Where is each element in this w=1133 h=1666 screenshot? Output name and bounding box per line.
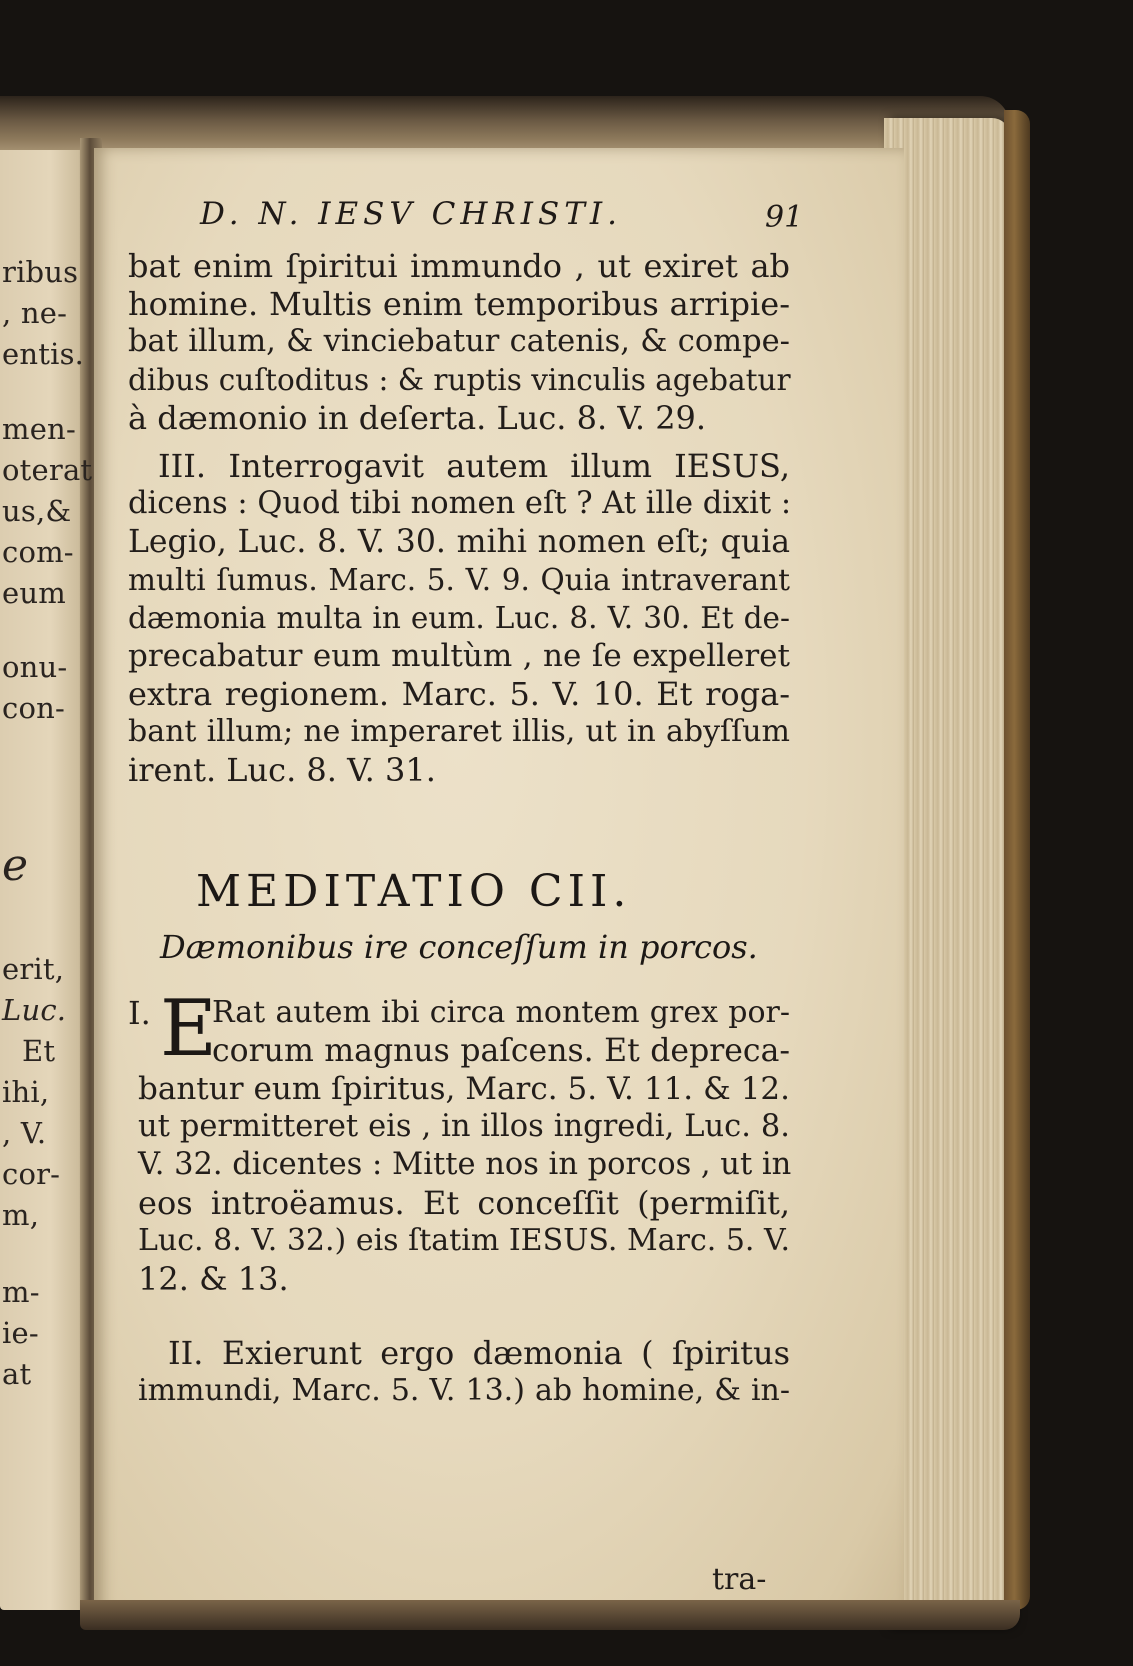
left-fragment: erit, [2,952,65,986]
left-fragment: ie- [2,1316,39,1350]
paragraph-number: I. [128,994,151,1032]
text-line: Rat autem ibi circa montem grex por- [212,995,790,1030]
text-line: à dæmonio in deſerta. Luc. 8. V. 29. [128,399,707,437]
left-fragment: eum [2,576,66,610]
left-fragment: ribus [2,255,79,289]
text-line: bat enim ſpiritui immundo , ut exiret ab [128,247,790,285]
left-fragment: m, [2,1198,40,1232]
meditation-title: MEDITATIO CII. [196,866,632,917]
text-line: II. Exierunt ergo dæmonia ( ſpiritus [168,1334,790,1372]
text-line: dæmonia multa in eum. Luc. 8. V. 30. Et de- [128,601,790,635]
catchword: tra- [712,1562,767,1597]
text-line: bat illum, & vinciebatur catenis, & compe- [128,324,790,359]
text-line: ut permitteret eis , in illos ingredi, Luc. 8. [138,1109,790,1144]
left-fragment: Luc. [2,993,67,1027]
left-fragment: entis. [2,337,85,371]
text-line: immundi, Marc. 5. V. 13.) ab homine, & in- [138,1373,790,1408]
text-line: precabatur eum multùm , ne ſe expelleret [128,638,790,674]
text-line: bant illum; ne imperaret illis, ut in abyſſum [128,714,790,749]
left-fragment: ihi, [2,1075,50,1109]
book-cover-edge [1004,110,1030,1610]
left-fragment: com- [2,535,74,569]
left-fragment: , V. [2,1116,47,1150]
meditation-subtitle: Dæmonibus ire conceſſum in porcos. [160,928,758,966]
text-line: homine. Multis enim temporibus arripie- [128,285,790,323]
drop-capital: E [160,984,217,1074]
left-fragment: men- [2,412,76,446]
text-line: Legio, Luc. 8. V. 30. mihi nomen eſt; quia [128,524,790,560]
left-fragment: onu- [2,650,68,684]
text-line: eos introëamus. Et conceſſit (permiſit, [138,1184,790,1222]
page-number: 91 [765,200,804,235]
text-line: dicens : Quod tibi nomen eſt ? At ille dixit : [128,486,792,521]
left-fragment: e [2,840,29,891]
text-line: Luc. 8. V. 32.) eis ſtatim IESUS. Marc. 5. V. [138,1223,790,1258]
text-line: multi ſumus. Marc. 5. V. 9. Quia intraverant [128,563,790,597]
left-fragment: oterat [2,453,93,487]
left-fragment: m- [2,1275,40,1309]
left-fragment: cor- [2,1157,61,1191]
text-line: 12. & 13. [138,1260,289,1298]
text-line: dibus cuſtoditus : & ruptis vinculis agebatur [128,363,791,397]
left-fragment: us,& [2,494,72,528]
book-cover-bottom [80,1600,1020,1630]
text-line: bantur eum ſpiritus, Marc. 5. V. 11. & 12. [138,1071,790,1107]
left-fragment: con- [2,691,65,725]
running-head: D. N. IESV CHRISTI. [200,196,623,232]
left-fragment: , ne- [2,296,68,330]
text-line: V. 32. dicentes : Mitte nos in porcos , ut in [138,1147,792,1182]
text-line: corum magnus paſcens. Et depreca- [212,1033,790,1069]
text-line: extra regionem. Marc. 5. V. 10. Et roga- [128,675,790,713]
left-fragment: Et [22,1034,56,1068]
text-line: irent. Luc. 8. V. 31. [128,751,436,789]
left-fragment: at [2,1357,32,1391]
text-line: III. Interrogavit autem illum IESUS, [158,447,790,485]
